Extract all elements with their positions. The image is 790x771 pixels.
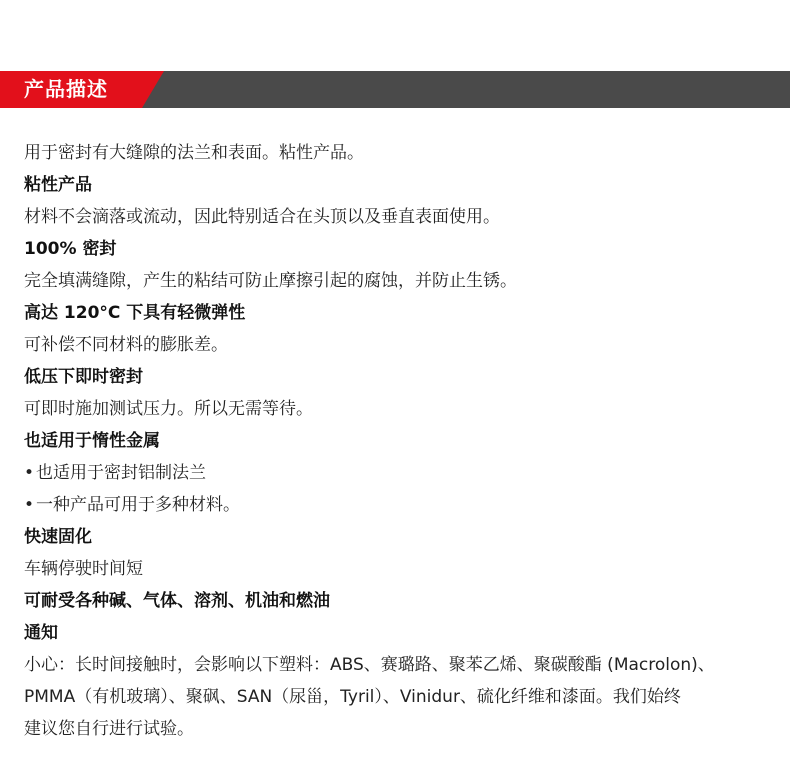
feature-text: 完全填满缝隙，产生的粘结可防止摩擦引起的腐蚀，并防止生锈。 [24, 271, 517, 291]
feature-heading: 粘性产品 [24, 175, 92, 195]
section-header-banner [0, 71, 790, 108]
product-description [24, 137, 768, 745]
notice-heading: 通知 [24, 623, 58, 643]
feature-text: 车辆停驶时间短 [24, 559, 143, 579]
feature-heading: 也适用于惰性金属 [24, 431, 160, 451]
banner-shape [0, 71, 790, 108]
notice-line: 小心：长时间接触时，会影响以下塑料：ABS、赛璐路、聚苯乙烯、聚碳酸酯 (Macrolon)、 [24, 655, 715, 675]
bullet-item: • 一种产品可用于多种材料。 [24, 489, 768, 521]
feature-heading: 高达 120°C 下具有轻微弹性 [24, 303, 246, 323]
feature-text: 材料不会滴落或流动，因此特别适合在头顶以及垂直表面使用。 [24, 207, 500, 227]
feature-heading: 可耐受各种碱、气体、溶剂、机油和燃油 [24, 591, 330, 611]
feature-text: 可即时施加测试压力。所以无需等待。 [24, 399, 313, 419]
feature-heading: 100% 密封 [24, 239, 117, 259]
feature-heading: 快速固化 [24, 527, 92, 547]
notice-text [24, 649, 768, 745]
description-line: 用于密封有大缝隙的法兰和表面。粘性产品。 [24, 143, 364, 163]
feature-heading: 低压下即时密封 [24, 367, 143, 387]
bullet-item: • 也适用于密封铝制法兰 [24, 457, 768, 489]
feature-text: 可补偿不同材料的膨胀差。 [24, 335, 228, 355]
section-title: 产品描述 [24, 77, 108, 101]
notice-line: PMMA（有机玻璃）、聚砜、SAN（尿甾，Tyril）、Vinidur、硫化纤维和漆面。我们始终 [24, 687, 681, 707]
notice-line: 建议您自行进行试验。 [24, 719, 194, 739]
